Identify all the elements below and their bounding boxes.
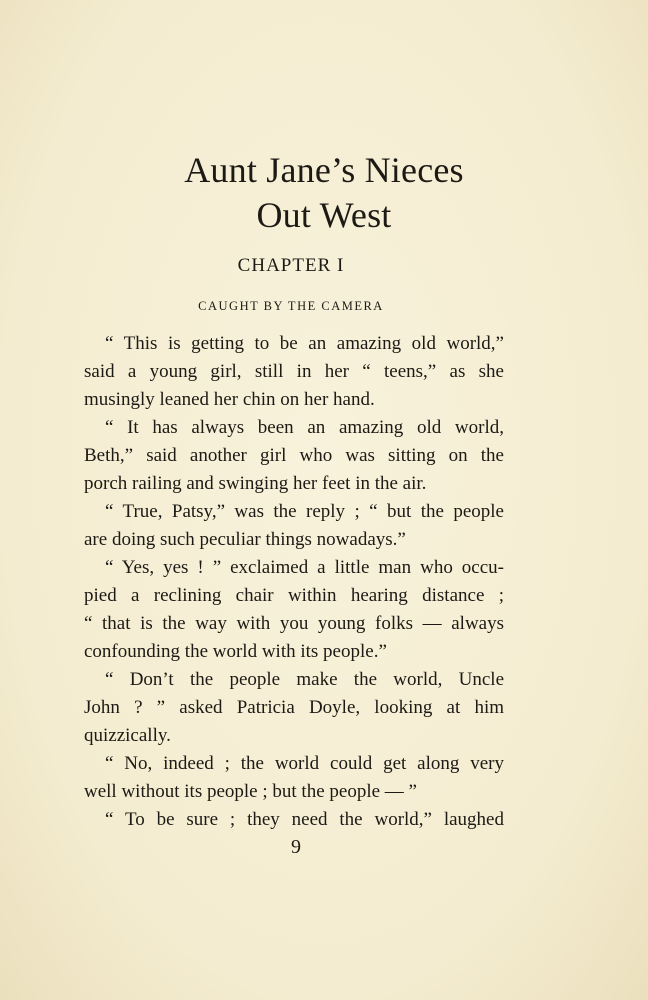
text-line: confounding the world with its people.” [84, 641, 387, 662]
book-title-line: Out West [256, 195, 392, 235]
text-line: “ Yes, yes ! ” exclaimed a little man who occu- [105, 557, 504, 578]
page-number: 9 [291, 836, 301, 858]
text-line: “ that is the way with you young folks — always [84, 613, 504, 634]
body-text [84, 330, 504, 834]
text-line: John ? ” asked Patricia Doyle, looking at him [84, 697, 504, 718]
chapter-title: CAUGHT BY THE CAMERA [198, 299, 384, 313]
book-title [0, 148, 648, 238]
text-line: “ True, Patsy,” was the reply ; “ but the people [105, 501, 504, 522]
chapter-heading: CHAPTER I [237, 255, 345, 276]
text-line: musingly leaned her chin on her hand. [84, 389, 375, 410]
text-line: porch railing and swinging her feet in the air. [84, 473, 427, 494]
text-line: “ To be sure ; they need the world,” laughed [105, 809, 504, 830]
text-line: well without its people ; but the people — ” [84, 781, 417, 802]
book-title-line: Aunt Jane’s Nieces [184, 150, 464, 190]
text-line: “ It has always been an amazing old world, [105, 417, 504, 438]
text-line: are doing such peculiar things nowadays.” [84, 529, 406, 550]
text-line: “ No, indeed ; the world could get along very [105, 753, 504, 774]
text-line: said a young girl, still in her “ teens,” as she [84, 361, 504, 382]
text-line: quizzically. [84, 725, 171, 746]
text-line: “ This is getting to be an amazing old world,” [105, 333, 504, 354]
text-line: pied a reclining chair within hearing distance ; [84, 585, 504, 606]
text-line: Beth,” said another girl who was sitting on the [84, 445, 504, 466]
text-line: “ Don’t the people make the world, Uncle [105, 669, 504, 690]
